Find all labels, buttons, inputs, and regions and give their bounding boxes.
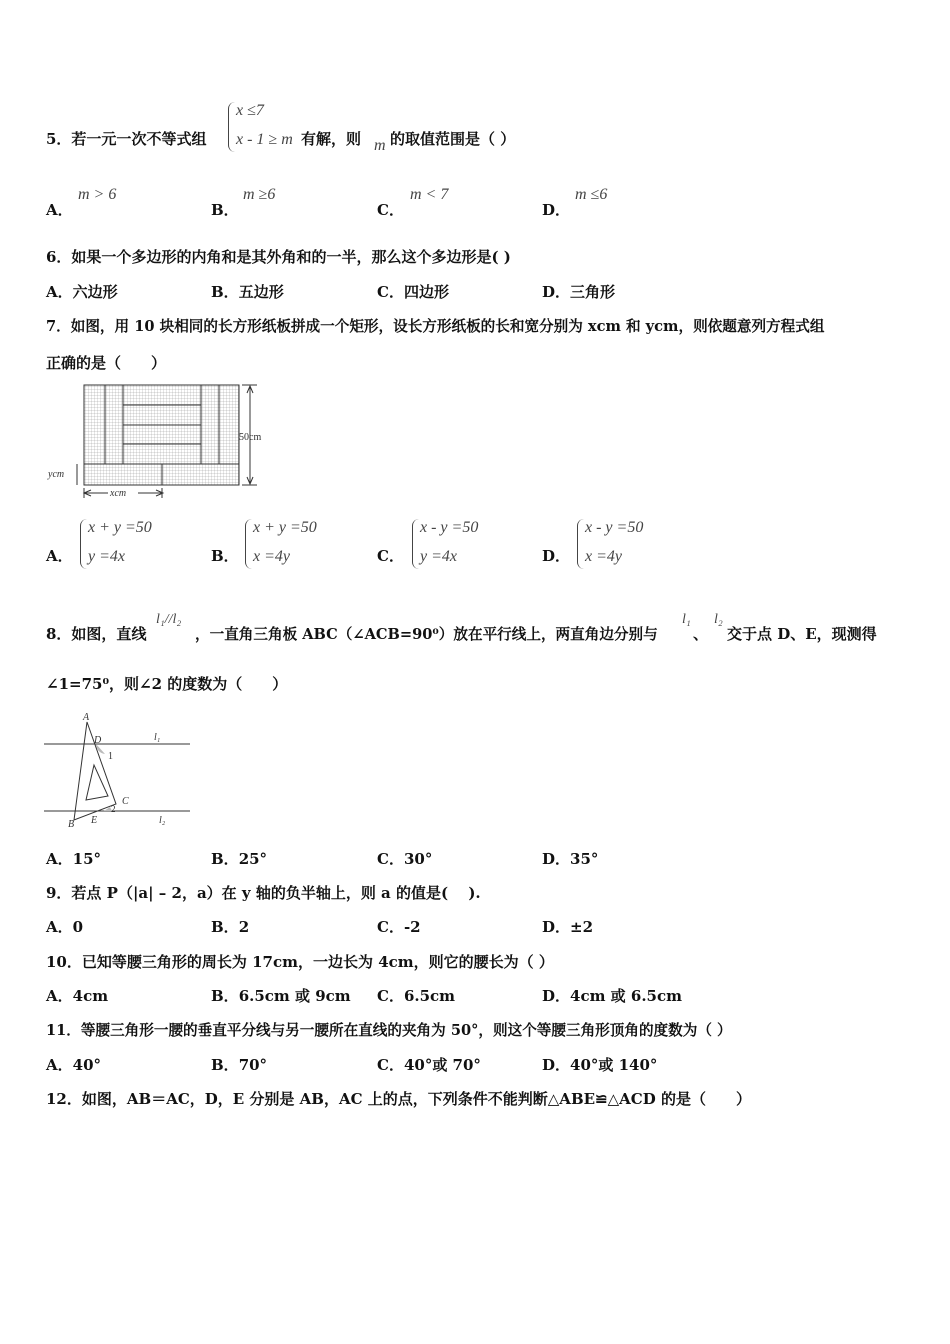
q6-option-a-text: 六边形 bbox=[72, 283, 118, 301]
q8-l1-ref: l₁ bbox=[682, 612, 691, 627]
q8-option-a bbox=[46, 848, 101, 869]
q5-option-b-label: B． bbox=[211, 201, 239, 219]
q6-option-b bbox=[211, 281, 284, 302]
q10-option-c bbox=[377, 985, 455, 1006]
q8-stem-line2: ∠1=75⁰，则∠2 的度数为（ ） bbox=[46, 675, 288, 693]
q5-option-c-math: m < 7 bbox=[410, 186, 449, 203]
q8-label-c: C bbox=[122, 796, 129, 807]
q6-option-b-label: B． bbox=[211, 283, 239, 301]
q7-stem-line1: 7．如图，用 10 块相同的长方形纸板拼成一个矩形，设长方形纸板的长和宽分别为 xcm 和 ycm，则依题意列方程式组 bbox=[46, 318, 825, 335]
q11-option-b-text: 70° bbox=[238, 1056, 268, 1074]
q7-option-c-row1: x - y =50 bbox=[420, 519, 479, 536]
q9-option-b-label: B． bbox=[211, 918, 239, 936]
q7-x-label: xcm bbox=[110, 488, 127, 499]
q5-option-a-math: m > 6 bbox=[78, 186, 117, 203]
q8-option-d-label: D． bbox=[542, 850, 571, 868]
q7-option-c-label: C． bbox=[377, 547, 404, 565]
q8-label-l2: l₂ bbox=[159, 815, 166, 826]
q9-option-b bbox=[211, 916, 249, 937]
q8-stem-part3: 交于点 D、E，现测得 bbox=[727, 625, 877, 643]
q11-option-d-text: 40°或 140° bbox=[570, 1056, 658, 1074]
q11-option-d bbox=[542, 1054, 657, 1075]
q11-option-a-label: A． bbox=[46, 1056, 73, 1074]
q10-option-b-label: B． bbox=[211, 987, 239, 1005]
q7-option-b-brace bbox=[245, 519, 252, 569]
q9-option-d bbox=[542, 916, 593, 937]
q7-option-b-label: B． bbox=[211, 547, 239, 565]
q9-option-a-text: 0 bbox=[72, 918, 84, 936]
q8-triangle-inner bbox=[86, 765, 108, 800]
q5-option-d-math: m ≤6 bbox=[575, 186, 608, 203]
q7-option-b-row2: x =4y bbox=[253, 548, 290, 565]
q5-option-c-label: C． bbox=[377, 201, 404, 219]
q7-option-d-label: D． bbox=[542, 547, 571, 565]
q6-option-a-label: A． bbox=[46, 283, 73, 301]
q8-option-b bbox=[211, 848, 267, 869]
q11-option-c-text: 40°或 70° bbox=[403, 1056, 481, 1074]
q6-option-d-text: 三角形 bbox=[570, 283, 616, 301]
q8-label-1: 1 bbox=[108, 751, 113, 762]
q7-option-a-brace bbox=[80, 519, 87, 569]
q8-label-b: B bbox=[68, 819, 75, 830]
q7-option-a-row1: x + y =50 bbox=[88, 519, 152, 536]
q12-stem: 12．如图，AB＝AC，D，E 分别是 AB，AC 上的点，下列条件不能判断△ABE≌△ACD 的是（ ） bbox=[46, 1090, 751, 1108]
q8-label-e: E bbox=[91, 815, 98, 826]
q8-option-b-label: B． bbox=[211, 850, 239, 868]
q7-option-d-row2: x =4y bbox=[585, 548, 622, 565]
q7-y-label: ycm bbox=[48, 469, 65, 480]
q10-option-b bbox=[211, 985, 351, 1006]
q7-option-b-row1: x + y =50 bbox=[253, 519, 317, 536]
q10-option-d-label: D． bbox=[542, 987, 571, 1005]
q8-label-a: A bbox=[83, 712, 90, 723]
q8-label-l1: l₁ bbox=[154, 732, 161, 743]
q9-option-c-label: C． bbox=[377, 918, 404, 936]
q6-stem: 6．如果一个多边形的内角和是其外角和的一半，那么这个多边形是( ) bbox=[46, 248, 511, 266]
q7-rectangle-figure bbox=[46, 380, 286, 502]
q10-option-c-label: C． bbox=[377, 987, 404, 1005]
q8-option-c-label: C． bbox=[377, 850, 404, 868]
q5-system-row1: x ≤7 bbox=[236, 102, 264, 119]
q5-system-brace bbox=[228, 102, 235, 152]
q6-option-c-text: 四边形 bbox=[403, 283, 449, 301]
q6-option-c-label: C． bbox=[377, 283, 404, 301]
q7-option-a-label: A． bbox=[46, 547, 73, 565]
q10-option-a-text: 4cm bbox=[72, 987, 109, 1005]
q10-option-a bbox=[46, 985, 108, 1006]
q9-option-b-text: 2 bbox=[238, 918, 250, 936]
q10-stem: 10．已知等腰三角形的周长为 17cm，一边长为 4cm，则它的腰长为（ ） bbox=[46, 953, 554, 971]
q11-option-c bbox=[377, 1054, 481, 1075]
q8-option-d-text: 35° bbox=[570, 850, 599, 868]
q10-option-d-text: 4cm 或 6.5cm bbox=[570, 987, 683, 1005]
q6-option-c bbox=[377, 281, 449, 302]
q8-option-c-text: 30° bbox=[403, 850, 433, 868]
q8-stem-part1: 8．如图，直线 bbox=[46, 625, 147, 643]
q9-option-c-text: -2 bbox=[403, 918, 421, 936]
q11-option-a bbox=[46, 1054, 101, 1075]
q10-option-c-text: 6.5cm bbox=[403, 987, 456, 1005]
q10-option-b-text: 6.5cm 或 9cm bbox=[238, 987, 351, 1005]
q5-suffix: 的取值范围是（ ） bbox=[390, 130, 516, 148]
q10-option-d bbox=[542, 985, 682, 1006]
q5-option-b-math: m ≥6 bbox=[243, 186, 276, 203]
q7-stem-line2: 正确的是（ ） bbox=[46, 354, 167, 372]
q8-option-a-label: A． bbox=[46, 850, 73, 868]
q8-l2-ref: l₂ bbox=[714, 612, 723, 627]
q7-option-c-row2: y =4x bbox=[420, 548, 457, 565]
q9-option-a bbox=[46, 916, 83, 937]
q6-option-d bbox=[542, 281, 615, 302]
q8-label-2: 2 bbox=[111, 804, 116, 814]
q5-var: m bbox=[374, 137, 386, 154]
q8-option-d bbox=[542, 848, 598, 869]
q9-option-d-label: D． bbox=[542, 918, 571, 936]
q7-height-label: 50cm bbox=[239, 432, 262, 443]
q11-stem: 11．等腰三角形一腰的垂直平分线与另一腰所在直线的夹角为 50°，则这个等腰三角形顶角的度数为（ ） bbox=[46, 1022, 732, 1039]
q8-separator: 、 bbox=[693, 625, 709, 643]
q11-option-d-label: D． bbox=[542, 1056, 571, 1074]
q8-option-a-text: 15° bbox=[72, 850, 102, 868]
q5-prefix: 5．若一元一次不等式组 bbox=[46, 130, 207, 148]
q7-option-a-row2: y =4x bbox=[88, 548, 125, 565]
q6-option-d-label: D． bbox=[542, 283, 571, 301]
q5-middle: 有解，则 bbox=[301, 130, 362, 148]
q9-option-a-label: A． bbox=[46, 918, 73, 936]
q8-parallel-lines: l₁//l₂ bbox=[156, 612, 182, 627]
q7-option-d-brace bbox=[577, 519, 584, 569]
q11-option-b bbox=[211, 1054, 267, 1075]
q7-option-d-row1: x - y =50 bbox=[585, 519, 644, 536]
q7-option-c-brace bbox=[412, 519, 419, 569]
q5-option-d-label: D． bbox=[542, 201, 571, 219]
q8-triangle-figure bbox=[44, 710, 194, 832]
q5-option-a-label: A． bbox=[46, 201, 73, 219]
q5-system-row2: x - 1 ≥ m bbox=[236, 131, 293, 148]
q8-option-b-text: 25° bbox=[238, 850, 268, 868]
q8-stem-part2: ，一直角三角板 ABC（∠ACB=90⁰）放在平行线上，两直角边分别与 bbox=[195, 626, 658, 643]
q11-option-a-text: 40° bbox=[72, 1056, 102, 1074]
q9-option-d-text: ±2 bbox=[570, 918, 594, 936]
q6-option-b-text: 五边形 bbox=[238, 283, 284, 301]
q11-option-b-label: B． bbox=[211, 1056, 239, 1074]
q10-option-a-label: A． bbox=[46, 987, 73, 1005]
q8-option-c bbox=[377, 848, 432, 869]
q6-option-a bbox=[46, 281, 118, 302]
q11-option-c-label: C． bbox=[377, 1056, 404, 1074]
q8-label-d: D bbox=[94, 735, 102, 746]
q9-stem: 9．若点 P（|a| – 2，a）在 y 轴的负半轴上，则 a 的值是( ). bbox=[46, 884, 481, 902]
q9-option-c bbox=[377, 916, 421, 937]
